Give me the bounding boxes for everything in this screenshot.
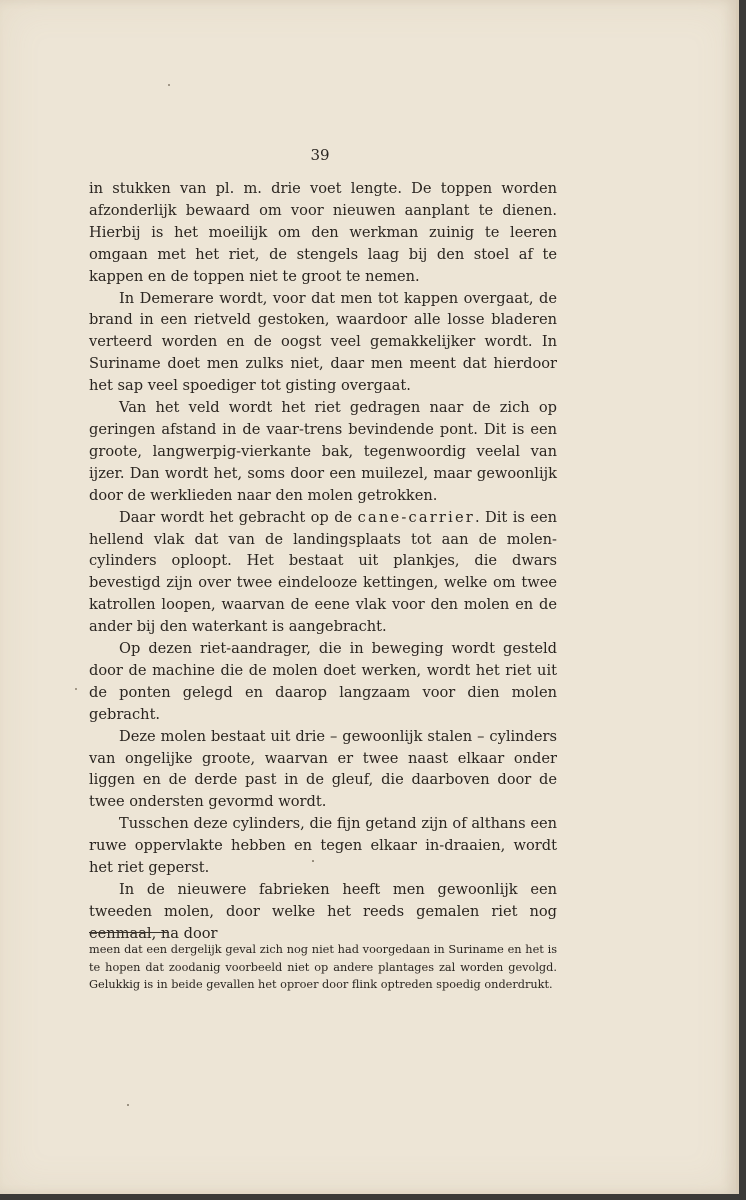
paper-speck [75, 688, 77, 690]
page-number: 39 [310, 146, 330, 164]
paragraph-text: . Dit is een hellend vlak dat van de landingsplaats tot aan de molen-cylinders oploopt. Het bestaat uit plankjes, die dwars bevestigd zijn over twee eindelooze kettingen, welke om twee katrollen loopen, waarvan de eene vlak voor den molen en de ander bij den waterkant is aangebracht. [89, 508, 557, 636]
paragraph-text: in stukken van pl. m. drie voet lengte. De toppen worden afzonderlijk bewaard om voor nieuwen aanplant te dienen. Hierbij is het moeilijk om den werkman zuinig te leeren omgaan met het riet, de stengels laag bij den stoel af te kappen en de toppen niet te groot te nemen. [89, 180, 557, 285]
footnote-divider [89, 932, 169, 933]
paragraph [89, 178, 557, 288]
paragraph-text: In Demerare wordt, voor dat men tot kappen overgaat, de brand in een rietveld gestoken, waardoor alle losse bladeren verteerd worden en de oogst veel gemakkelijker wordt. In Suriname doet men zulks niet, daar men meent dat hierdoor het sap veel spoediger tot gisting overgaat. [89, 289, 557, 395]
body-text [89, 178, 557, 945]
paragraph-text: Deze molen bestaat uit drie – gewoonlijk stalen – cylinders van ongelijke groote, waarvan er twee naast elkaar onder liggen en de derde past in de gleuf, die daarboven door de twee ondersten gevormd wordt. [89, 727, 557, 811]
paragraph [89, 813, 557, 879]
paragraph-text: Op dezen riet-aandrager, die in beweging wordt gesteld door de machine die de molen doet werken, wordt het riet uit de ponten gelegd en daarop langzaam voor dien molen gebracht. [89, 640, 557, 723]
paper-speck [168, 84, 170, 86]
paragraph-text: Tusschen deze cylinders, die fijn getand zijn of althans een ruwe oppervlakte hebben en tegen elkaar in-draaien, wordt het riet geperst. [89, 815, 557, 877]
paragraph-text: Van het veld wordt het riet gedragen naar de zich op geringen afstand in de vaar-trens bevindende pont. Dit is een groote, langwerpig-vierkante bak, tegenwoordig veelal van ijzer. Dan wordt het, soms door een muilezel, maar gewoonlijk door de werklieden naar den molen getrokken. [89, 399, 557, 504]
paragraph [89, 726, 557, 814]
paragraph [89, 879, 557, 945]
footnote: meen dat een dergelijk geval zich nog niet had voorgedaan in Suriname en het is te hopen dat zoodanig voorbeeld niet op andere plantages zal worden gevolgd. Gelukkig is in beide gevallen het oproer door flink optreden spoedig onderdrukt. [89, 943, 557, 992]
paragraph [89, 507, 557, 638]
paragraph-text: Daar wordt het gebracht op de [119, 508, 358, 526]
paragraph [89, 288, 557, 398]
paragraph [89, 638, 557, 726]
paragraph [89, 397, 557, 507]
spaced-term: cane-carrier [357, 508, 475, 526]
paragraph-text: In de nieuwere fabrieken heeft men gewoonlijk een tweeden molen, door welke het reeds gemalen riet nog eenmaal, na door [89, 881, 557, 942]
paper-speck [127, 1104, 129, 1106]
paper-speck [312, 860, 314, 862]
